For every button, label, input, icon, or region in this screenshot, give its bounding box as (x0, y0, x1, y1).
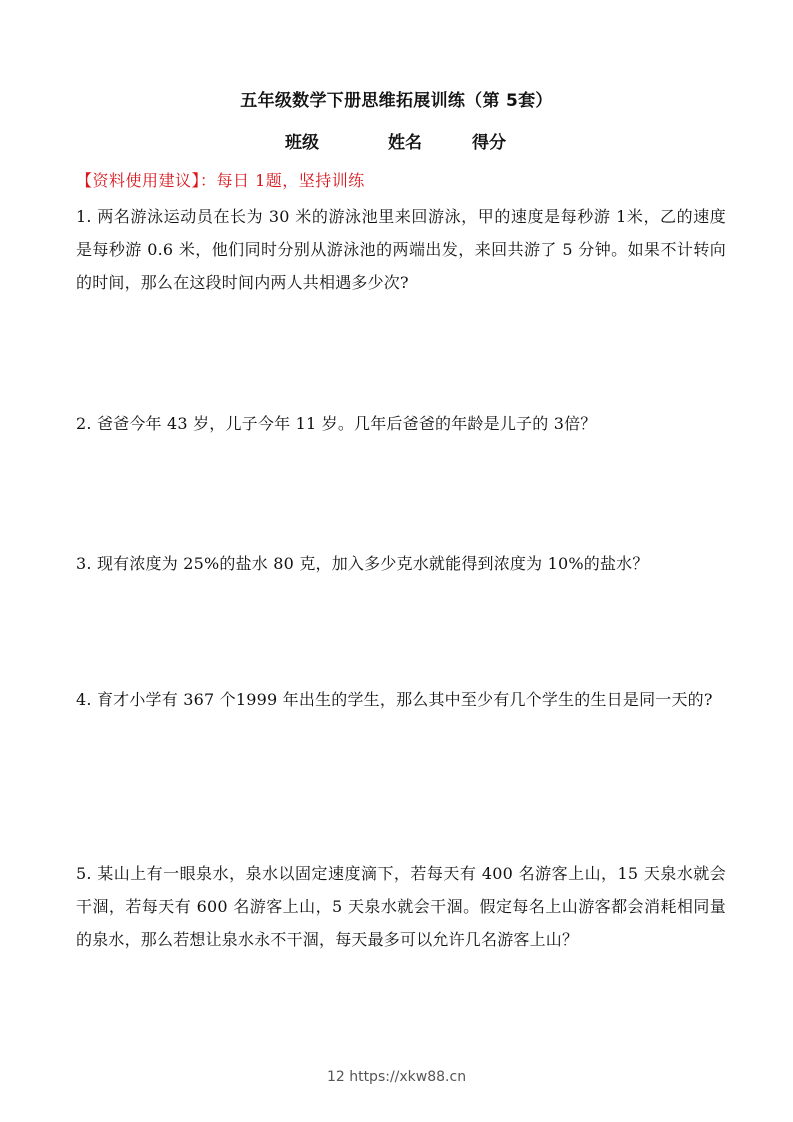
usage-advice: 【资料使用建议】：每日 1题，坚持训练 (76, 171, 365, 190)
question-1: 1. 两名游泳运动员在长为 30 米的游泳池里来回游泳，甲的速度是每秒游 1米，乙的速度是每秒游 0.6 米，他们同时分别从游泳池的两端出发，来回共游了 5 分钟。如果不计转向的时间，那么在这段时间内两人共相遇多少次? (76, 207, 726, 292)
question-4: 4. 育才小学有 367 个1999 年出生的学生，那么其中至少有几个学生的生日是同一天的? (76, 690, 713, 709)
score-label: 得分 (472, 133, 506, 153)
question-3: 3. 现有浓度为 25%的盐水 80 克，加入多少克水就能得到浓度为 10%的盐水？ (76, 554, 649, 573)
name-label: 姓名 (388, 133, 422, 153)
page-footer: 12 https://xkw88.cn (326, 1069, 467, 1085)
page-title: 五年级数学下册思维拓展训练（第 5套） (240, 91, 553, 111)
question-2: 2. 爸爸今年 43 岁，儿子今年 11 岁。几年后爸爸的年龄是儿子的 3倍？ (76, 414, 597, 433)
student-info-fields (0, 128, 793, 152)
class-label: 班级 (285, 133, 319, 153)
question-5: 5. 某山上有一眼泉水，泉水以固定速度滴下，若每天有 400 名游客上山，15 天泉水就会干涸，若每天有 600 名游客上山，5 天泉水就会干涸。假定每名上山游客都会消耗相同量的泉水，那么若想让泉水永不干涸，每天最多可以允许几名游客上山？ (76, 864, 726, 949)
